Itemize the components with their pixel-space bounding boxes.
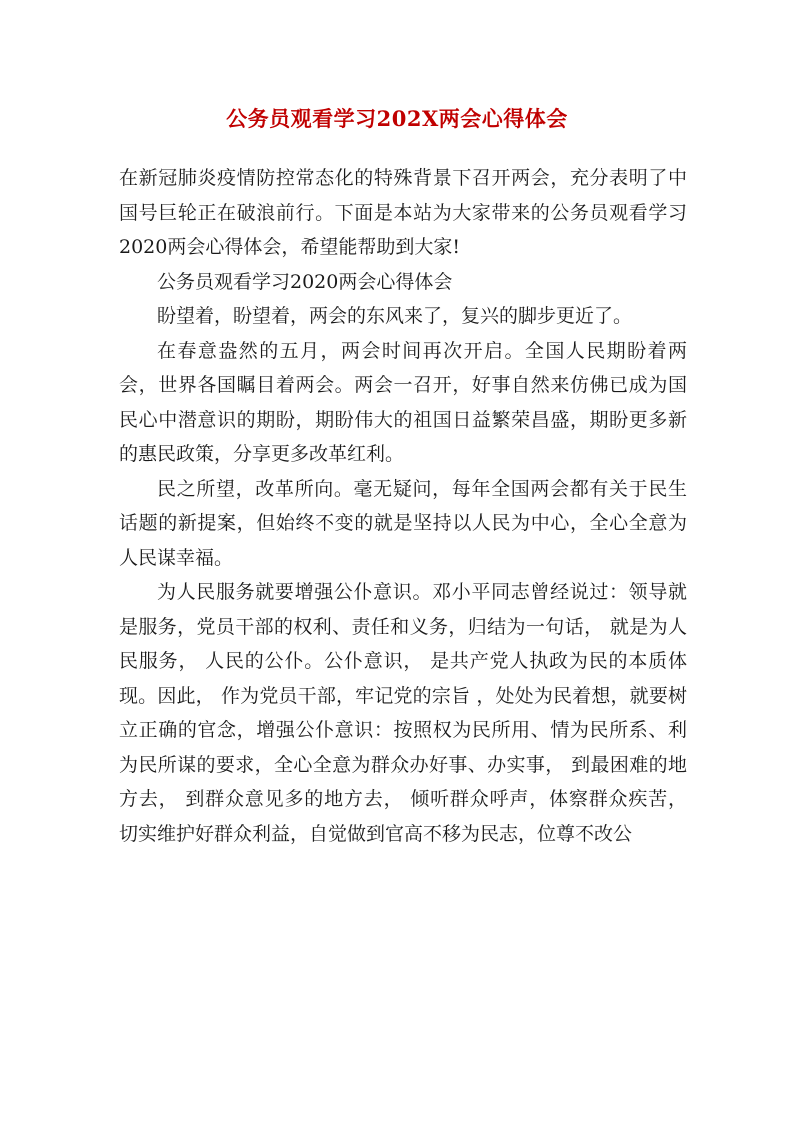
document-body (119, 161, 687, 851)
document-title: 公务员观看学习202X两会心得体会 (226, 106, 568, 131)
body-paragraph: 在春意盎然的五月，两会时间再次开启。全国人民期盼着两会，世界各国瞩目着两会。两会一召开，好事自然来仿佛已成为国民心中潜意识的期盼，期盼伟大的祖国日益繁荣昌盛，期盼更多新的惠民政策，分享更多改革红利。 (119, 339, 687, 465)
body-paragraph: 为人民服务就要增强公仆意识。邓小平同志曾经说过：领导就是服务，党员干部的权利、责任和义务，归结为一句话， 就是为人民服务， 人民的公仆。公仆意识， 是共产党人执政为民的本质体现。因此， 作为党员干部，牢记党的宗旨 ，处处为民着想，就要树立正确的官念，增强公仆意识：按照权为民所用、情为民所系、利为民所谋的要求，全心全意为群众办好事、办实事， 到最困难的地方去， 到群众意见多的地方去， 倾听群众呼声，体察群众疾苦， 切实维护好群众利益，自觉做到官高不移为民志，位尊不改公 (119, 581, 687, 845)
body-paragraph: 民之所望，改革所向。毫无疑问，每年全国两会都有关于民生话题的新提案，但始终不变的就是坚持以人民为中心，全心全意为人民谋幸福。 (119, 477, 687, 569)
body-paragraph: 盼望着，盼望着，两会的东风来了，复兴的脚步更近了。 (157, 305, 633, 327)
section-heading: 公务员观看学习2020两会心得体会 (157, 270, 453, 293)
intro-paragraph: 在新冠肺炎疫情防控常态化的特殊背景下召开两会，充分表明了中国号巨轮正在破浪前行。下面是本站为大家带来的公务员观看学习2020两会心得体会，希望能帮助到大家! (119, 167, 687, 258)
